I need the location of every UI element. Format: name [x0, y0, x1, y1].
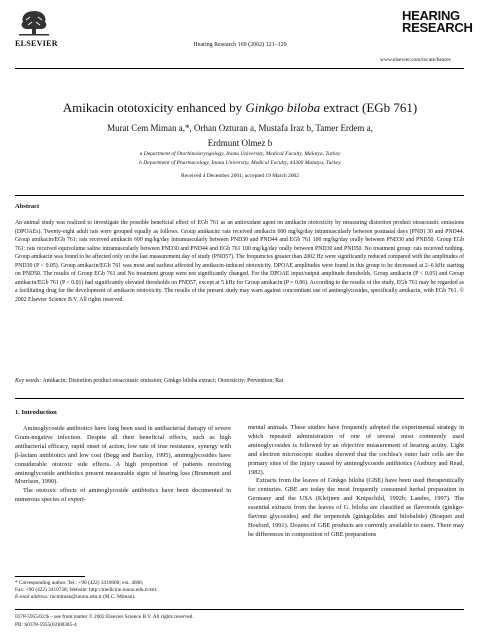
keywords: Key words: Amikacin; Distortion product otoacoustic emission; Ginkgo biloba extract; Ototoxicity; Prevention; Rat	[15, 378, 284, 384]
body-column-left	[15, 425, 231, 505]
intro-paragraph: The ototoxic effects of aminoglycoside antibiotics have been documented in numerous species of experi-	[15, 487, 231, 504]
abstract-heading: Abstract	[15, 203, 40, 210]
affiliation-b: b Department of Pharmacology, Inonu University, Medical Faculty, 44300 Malatya, Turkey	[139, 160, 341, 166]
article-title: Amikacin ototoxicity enhanced by Ginkgo biloba extract (EGb 761)	[62, 100, 418, 115]
intro-paragraph: Aminoglycoside antibiotics have long been used in antibacterial therapy of severe Gram-negative infection. Despite all their beneficial effects, such as high antibacterial efficacy, rapid onset of action, low rate of true resistance, synergy with β-lactam antibiotics and low cost (Begg and Barclay, 1995), aminoglycosides have considerable ototoxic side effects. A high proportion of patients receiving aminoglycoside antibiotics present measurable signs of hearing loss (Brummett and Morrison, 1990).	[15, 425, 231, 486]
email-link[interactable]: mcmiman@inonu.edu.tr (M.C. Miman).	[48, 594, 136, 600]
hearing-research-logo	[402, 8, 473, 35]
abstract-bottom-rule	[15, 398, 464, 399]
intro-paragraph: Extracts from the leaves of Ginkgo biloba (GBE) have been used therapeutically for centuries. GBE are today the most frequently consumed herbal preparation in Germany and the USA (Kleijnen and Knipschild, 1992b; Landes, 1997). The essential extracts from the leaves of G. biloba are classified as flavonoids (ginkgo-flavone glycosides) and the terpenoids (ginkgolides and bilobalide) (Braquet and Hosford, 1991). Dozens of GBE products are currently available to users. There may be differences in composition of GBE preparations	[248, 477, 464, 538]
issn-line: 0378-5955/02/$ – see front matter © 2002 Elsevier Science B.V. All rights reserved.	[15, 614, 194, 620]
corresponding-author-footnote: * Corresponding author. Tel.: +90 (422) 3410660; ext. 4606; Fax: +90 (422) 3410728; Website: http://medicine.inonu.edu.tr/ent. E-mail address: mcmiman@inonu.edu.tr (M.C. Miman).	[15, 580, 158, 600]
journal-url[interactable]: www.elsevier.com/locate/heares	[380, 57, 451, 63]
author-list	[40, 121, 440, 151]
pii-line: PII: S0378-5955(02)00385-4	[15, 621, 77, 628]
header-rule	[15, 68, 464, 69]
logo-line1: HEARING	[402, 8, 460, 23]
authors-line1: Murat Cem Miman a,*, Orhan Ozturan a, Mustafa Iraz b, Tamer Erdem a,	[107, 123, 373, 133]
authors-line2: Erdmunt Olmez b	[207, 138, 273, 148]
affiliation-a: a Department of Otorhinolaryngology, Inonu University, Medical Faculty, Malatya, Turkey	[139, 151, 341, 157]
section-heading-introduction: 1. Introduction	[15, 409, 57, 416]
intro-paragraph: mental animals. These studies have frequently adopted the experimental strategy in which repeated administration of one of several most commonly used aminoglycosides is followed by an objective measurement of hearing acuity. Light and electron microscopic studies showed that the cochlea's outer hair cells are the primary sites of the injury caused by aminoglycoside antibiotics (Astbury and Read, 1982).	[248, 424, 464, 476]
abstract-top-rule	[15, 195, 464, 196]
received-dates: Received 4 December 2001; accepted 19 March 2002	[180, 173, 300, 179]
copyright-block	[15, 614, 194, 629]
affiliations	[40, 150, 440, 168]
body-column-right	[248, 424, 464, 540]
footnote-rule	[15, 576, 85, 577]
bottom-rule	[15, 609, 464, 610]
logo-line2: RESEARCH	[402, 20, 473, 35]
abstract-text: An animal study was realized to investigate the possible beneficial effect of EGb 761 as an antioxidant agent on amikacin ototoxicity by measuring distortion product otoacoustic emissions (DPOAEs). Twenty-eight adult rats were grouped equally as follows. Group amikacin: rats received amikacin 600 mg/kg/day intramuscularly between postnatal days (PND) 30 and PND44. Group amikacin/EGb 761: rats received amikacin 600 mg/kg/day intramuscularly between PND30 and PND44 and EGb 761 100 mg/kg/day orally between PND30 and PND50. Group EGb 761: rats received equivolume saline intramuscularly between PND30 and PND44 and EGb 761 100 mg/kg/day orally between PND30 and PND50. No treatment group: rats received nothing. Group amikacin was found to be affected only on the last measurement day of study (PND57). The frequencies greater than 2002 Hz were significantly reduced compared with the amplitudes of PND30 (P < 0.05). Group amikacin/EGb 761 was most and earliest affected by amikacin-induced ototoxicity. DPOAE amplitudes were found in this group to be decreased at 2–6 kHz starting on PND50. The results of Group EGb 761 and No treatment group were not significantly changed. For the DPOAE input/output amplitude thresholds, Group amikacin (P < 0.05) and Group amikacin/EGb 761 (P < 0.01) had significantly elevated thresholds on PND57, except at 5 kHz for Group amikacin (P = 0.06). According to the results of the study, EGb 761 may be regarded as a facilitating drug for the development of amikacin ototoxicity. The results of the present study may warn against concomitant use of aminoglycosides, specifically amikacin, with EGb 761. © 2002 Elsevier Science B.V. All rights reserved.	[15, 220, 464, 303]
publisher-name: ELSEVIER	[15, 39, 58, 48]
elsevier-tree-logo	[17, 8, 51, 36]
journal-citation: Hearing Research 169 (2002) 121–129	[193, 42, 287, 48]
